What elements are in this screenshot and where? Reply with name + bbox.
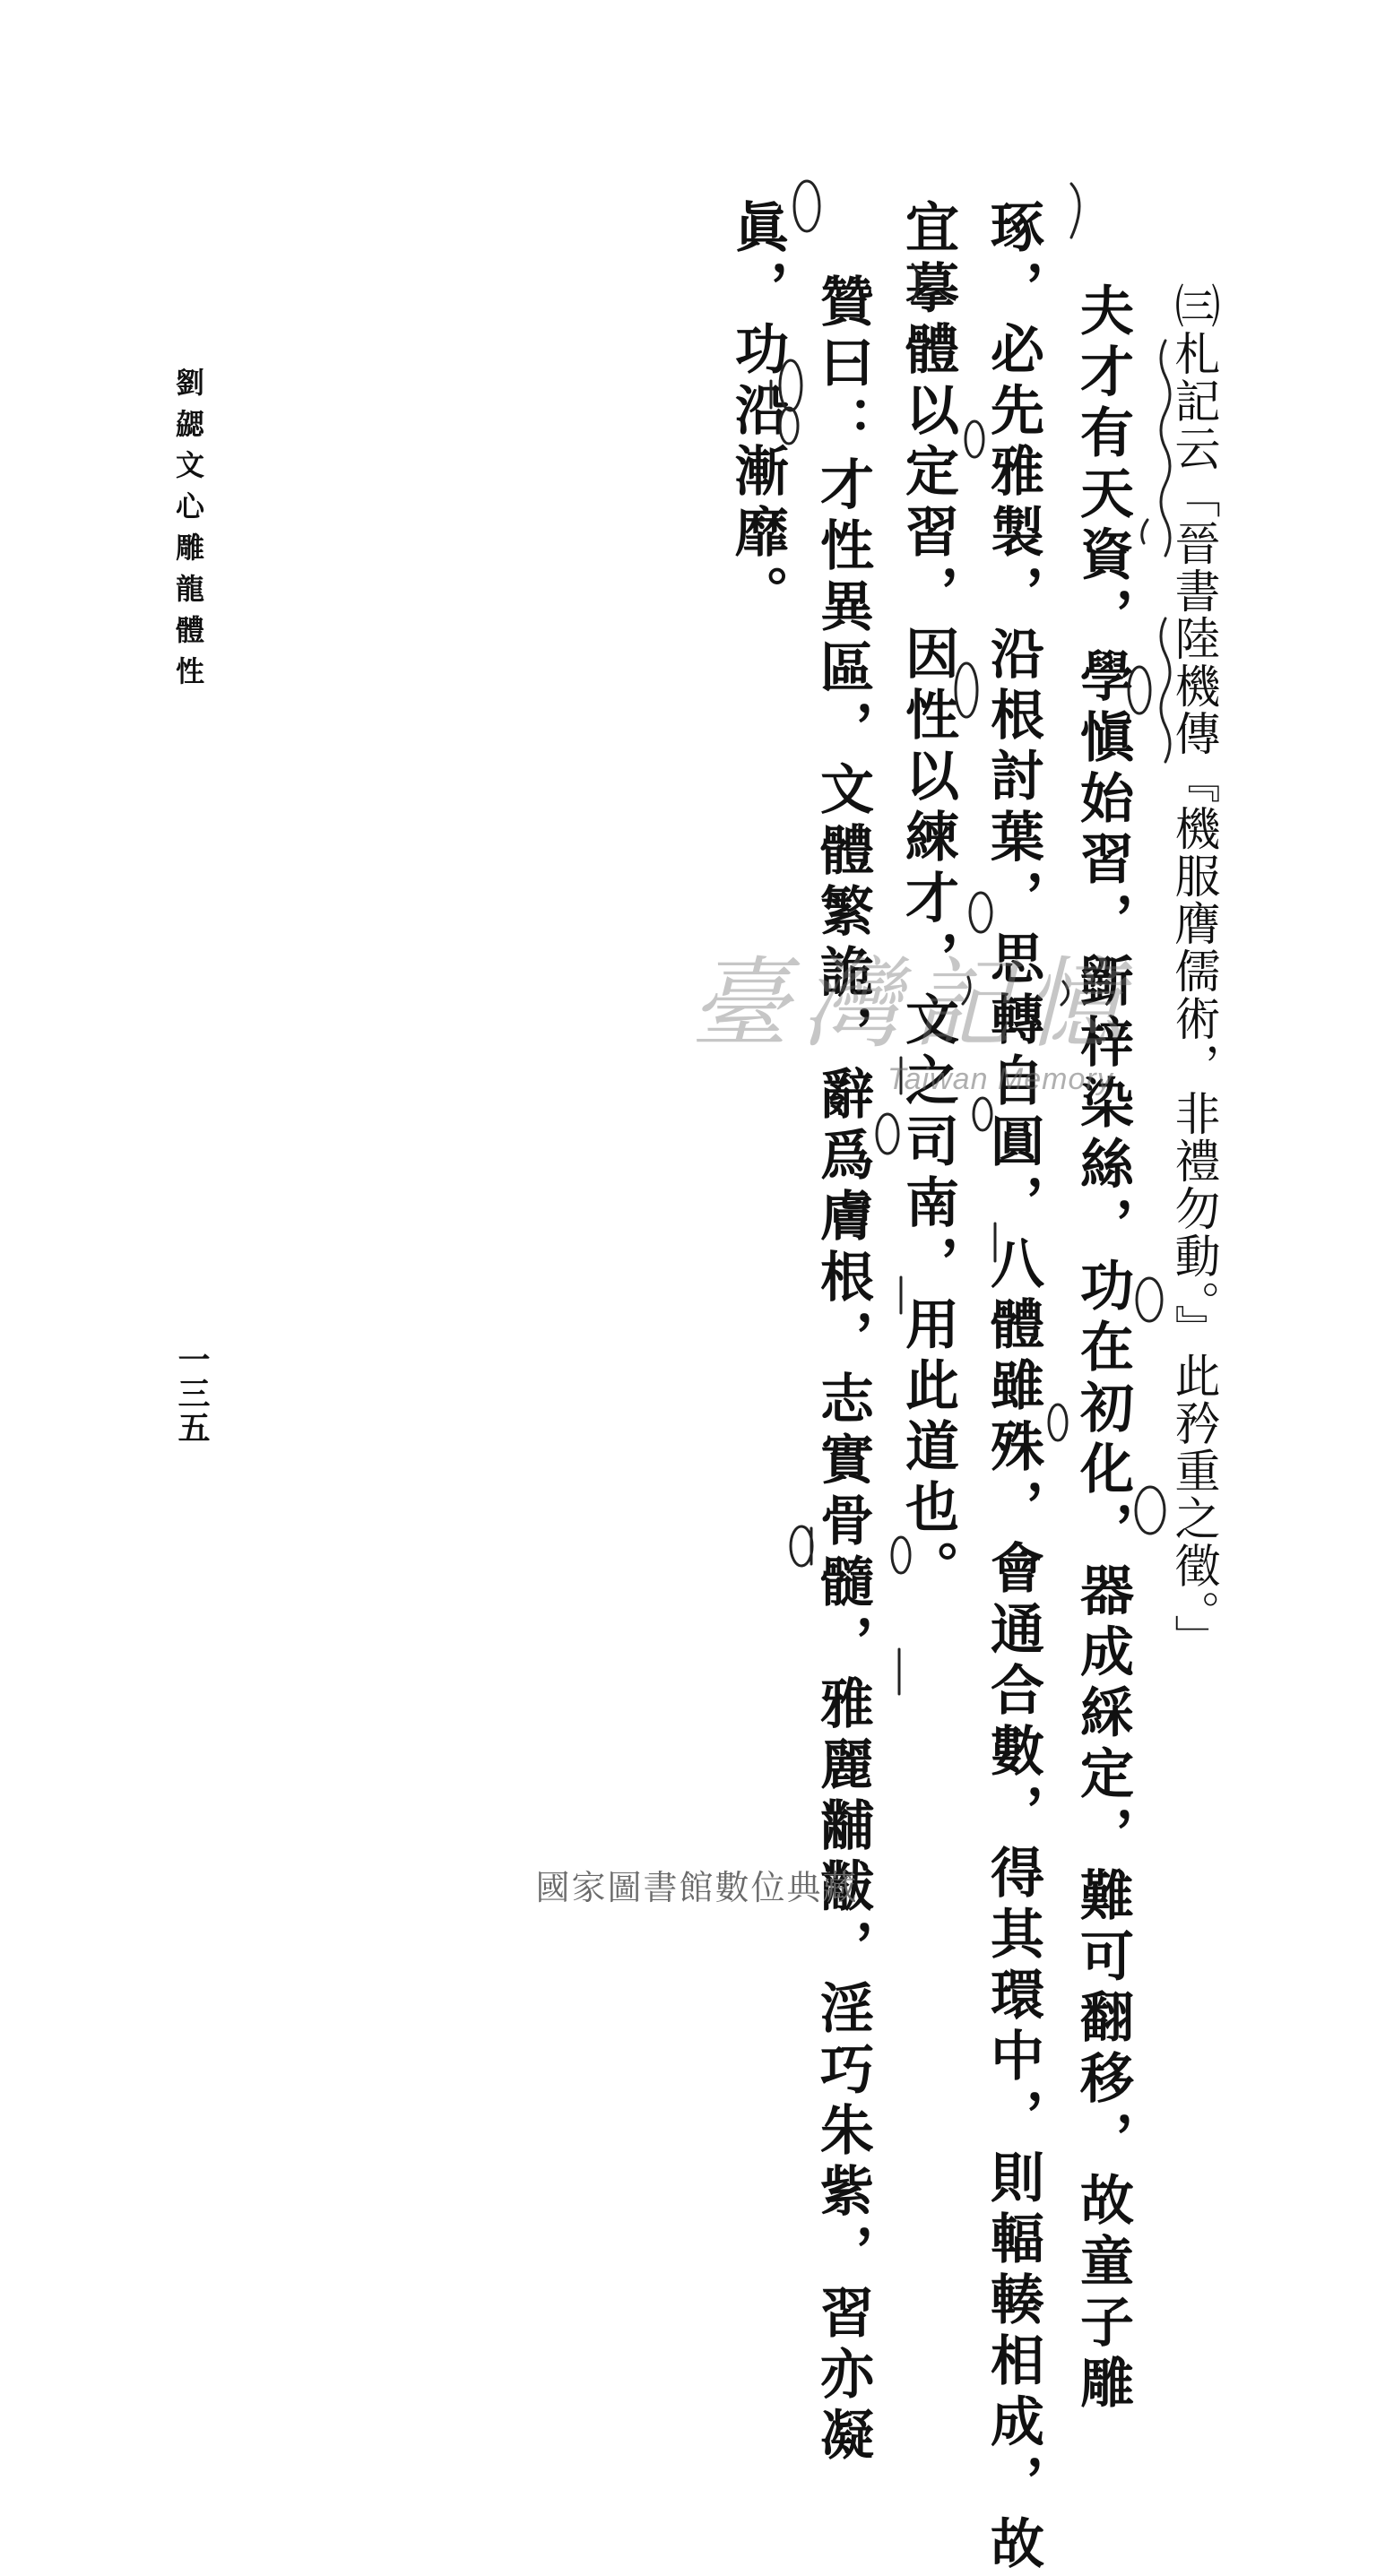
text-column-4: 贊曰：才性異區，文體繁詭，辭爲膚根，志實骨髓，雅麗黼黻，淫巧朱紫，習亦凝: [811, 273, 874, 2468]
text-column-1: 夫才有天資，學愼始習，斵梓染絲，功在初化，器成綵定，難可翻移，故童子雕: [1071, 282, 1134, 2416]
page-number: 一三五: [173, 1343, 211, 1445]
commentary-note-column: ㈢札記云「晉書陸機傳『機服膺儒術，非禮勿動。』此矜重之徵。」: [1166, 282, 1219, 1662]
footer-collection-label: 國家圖書館數位典藏: [535, 1868, 859, 1907]
text-column-2: 琢，必先雅製，沿根討葉，思轉自圓，八體雖殊，會通合數，得其環中，則輻輳相成，故: [982, 199, 1044, 2576]
watermark-english-text: Taiwan Memory: [887, 1062, 1113, 1096]
watermark-text: 臺灣記憶: [690, 947, 1135, 1061]
text-column-5: 眞，功沿漸靡。: [726, 199, 789, 626]
text-column-3: 宜摹體以定習，因性以練才，文之司南，用此道也。: [896, 199, 959, 1601]
running-head: 劉勰文心雕龍體性: [171, 367, 205, 697]
